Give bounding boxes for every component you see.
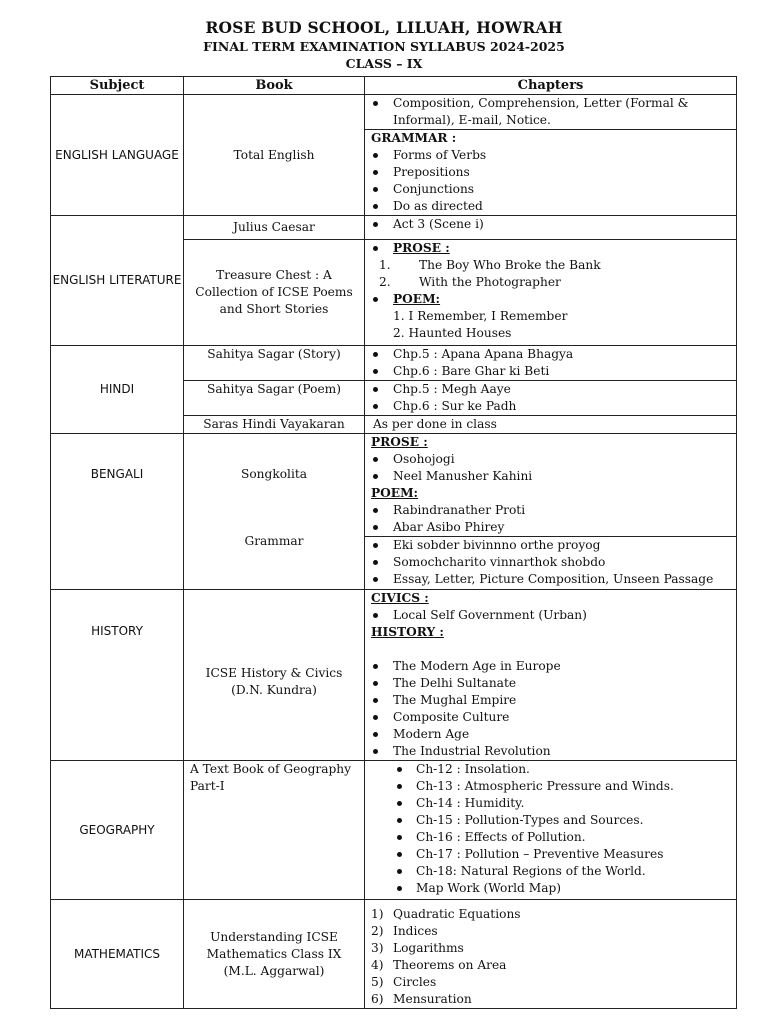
book-geography-part-1: A Text Book of Geography Part-I — [184, 761, 365, 900]
list-item: The Modern Age in Europe — [371, 658, 732, 675]
section-heading: POEM: — [371, 291, 732, 308]
section-heading: PROSE : — [371, 435, 428, 449]
book-saras-hindi-vayakaran: Saras Hindi Vayakaran — [184, 416, 365, 434]
list-item: 1. The Boy Who Broke the Bank — [379, 258, 601, 272]
chapters-cell — [365, 240, 737, 346]
table-row — [51, 761, 737, 900]
subject-history: HISTORY — [51, 590, 184, 761]
list-item: Ch-15 : Pollution-Types and Sources. — [371, 812, 732, 829]
list-item: Ch-16 : Effects of Pollution. — [371, 829, 732, 846]
list-item: Chp.5 : Megh Aaye — [371, 381, 732, 398]
list-item: Forms of Verbs — [371, 147, 732, 164]
list-item: Chp.6 : Bare Ghar ki Beti — [371, 363, 732, 380]
subject-column-header: Subject — [51, 77, 184, 95]
list-item: Eki sobder bivinnno orthe proyog — [371, 537, 732, 554]
list-item: The Mughal Empire — [371, 692, 732, 709]
chapters-cell — [365, 537, 737, 590]
list-item: Chp.5 : Apana Apana Bhagya — [371, 346, 732, 363]
list-item: Rabindranather Proti — [371, 502, 732, 519]
list-item: Ch-12 : Insolation. — [371, 761, 732, 778]
book-grammar: Grammar — [244, 534, 304, 548]
chapters-cell — [365, 130, 737, 216]
book-sahitya-sagar-story: Sahitya Sagar (Story) — [184, 346, 365, 381]
list-item: Abar Asibo Phirey — [371, 519, 732, 536]
chapters-cell — [365, 416, 737, 434]
section-heading: CIVICS : — [371, 591, 429, 605]
book-julius-caesar: Julius Caesar — [184, 216, 365, 240]
list-item: 3) Logarithms — [371, 941, 464, 955]
section-heading: POEM: — [371, 486, 419, 500]
list-item: 1. I Remember, I Remember — [393, 309, 568, 323]
book-songkolita: Songkolita — [240, 467, 308, 481]
list-item: Conjunctions — [371, 181, 732, 198]
subject-mathematics: MATHEMATICS — [51, 900, 184, 1009]
section-heading: GRAMMAR : — [371, 131, 457, 145]
list-item: Osohojogi — [371, 451, 732, 468]
list-item: 2. Haunted Houses — [393, 326, 512, 340]
book-column-header: Book — [184, 77, 365, 95]
list-item: 2) Indices — [371, 924, 438, 938]
list-item: Map Work (World Map) — [371, 880, 732, 897]
list-item: Ch-13 : Atmospheric Pressure and Winds. — [371, 778, 732, 795]
subject-hindi: HINDI — [51, 346, 184, 434]
table-row — [51, 346, 737, 381]
chapters-cell — [365, 95, 737, 130]
list-item: 6) Mensuration — [371, 992, 472, 1006]
list-item: Composite Culture — [371, 709, 732, 726]
syllabus-table — [50, 76, 737, 1009]
book-sahitya-sagar-poem: Sahitya Sagar (Poem) — [184, 381, 365, 416]
list-item: Composition, Comprehension, Letter (Formal & Informal), E-mail, Notice. — [371, 95, 732, 129]
subject-bengali: BENGALI — [51, 434, 184, 590]
list-item: 1) Quadratic Equations — [371, 907, 521, 921]
list-item: Modern Age — [371, 726, 732, 743]
chapters-cell — [365, 434, 737, 537]
chapters-cell — [365, 900, 737, 1009]
book-understanding-icse-maths: Understanding ICSE Mathematics Class IX (M.L. Aggarwal) — [184, 900, 365, 1009]
list-item: Ch-14 : Humidity. — [371, 795, 732, 812]
list-item: 4) Theorems on Area — [371, 958, 507, 972]
subject-english-literature: ENGLISH LITERATURE — [51, 216, 184, 346]
table-row — [51, 95, 737, 130]
document-header — [0, 0, 768, 71]
list-item: Local Self Government (Urban) — [371, 607, 732, 624]
school-name: ROSE BUD SCHOOL, LILUAH, HOWRAH — [205, 18, 563, 37]
subject-english-language: ENGLISH LANGUAGE — [51, 95, 184, 216]
list-item: Ch-18: Natural Regions of the World. — [371, 863, 732, 880]
table-row — [51, 434, 737, 537]
table-row — [51, 216, 737, 240]
list-item: 5) Circles — [371, 975, 437, 989]
chapters-cell — [365, 761, 737, 900]
chapters-cell — [365, 346, 737, 381]
table-row — [51, 900, 737, 1009]
book-icse-history-civics: ICSE History & Civics (D.N. Kundra) — [184, 590, 365, 761]
book-total-english: Total English — [184, 95, 365, 216]
list-item: Ch-17 : Pollution – Preventive Measures — [371, 846, 732, 863]
subject-geography: GEOGRAPHY — [51, 761, 184, 900]
book-treasure-chest: Treasure Chest : A Collection of ICSE Poems and Short Stories — [184, 240, 365, 346]
table-header-row — [51, 77, 737, 95]
list-item: Do as directed — [371, 198, 732, 215]
chapters-column-header: Chapters — [365, 77, 737, 95]
list-item: The Delhi Sultanate — [371, 675, 732, 692]
section-heading: PROSE : — [371, 240, 732, 257]
chapters-cell — [365, 216, 737, 240]
list-item: Chp.6 : Sur ke Padh — [371, 398, 732, 415]
list-item: Prepositions — [371, 164, 732, 181]
blank-line — [371, 641, 732, 658]
list-item: Neel Manusher Kahini — [371, 468, 732, 485]
table-row — [51, 590, 737, 761]
list-item: The Industrial Revolution — [371, 743, 732, 760]
list-item: As per done in class — [373, 417, 497, 431]
chapters-cell — [365, 590, 737, 761]
class-title: CLASS – IX — [345, 56, 423, 71]
exam-title: FINAL TERM EXAMINATION SYLLABUS 2024-2025 — [203, 38, 565, 54]
book-songkolita-grammar — [184, 434, 365, 590]
list-item: Essay, Letter, Picture Composition, Unseen Passage — [371, 571, 732, 588]
chapters-cell — [365, 381, 737, 416]
list-item: Act 3 (Scene i) — [371, 216, 732, 233]
section-heading: HISTORY : — [371, 625, 444, 639]
list-item: 2. With the Photographer — [379, 275, 561, 289]
list-item: Somochcharito vinnarthok shobdo — [371, 554, 732, 571]
